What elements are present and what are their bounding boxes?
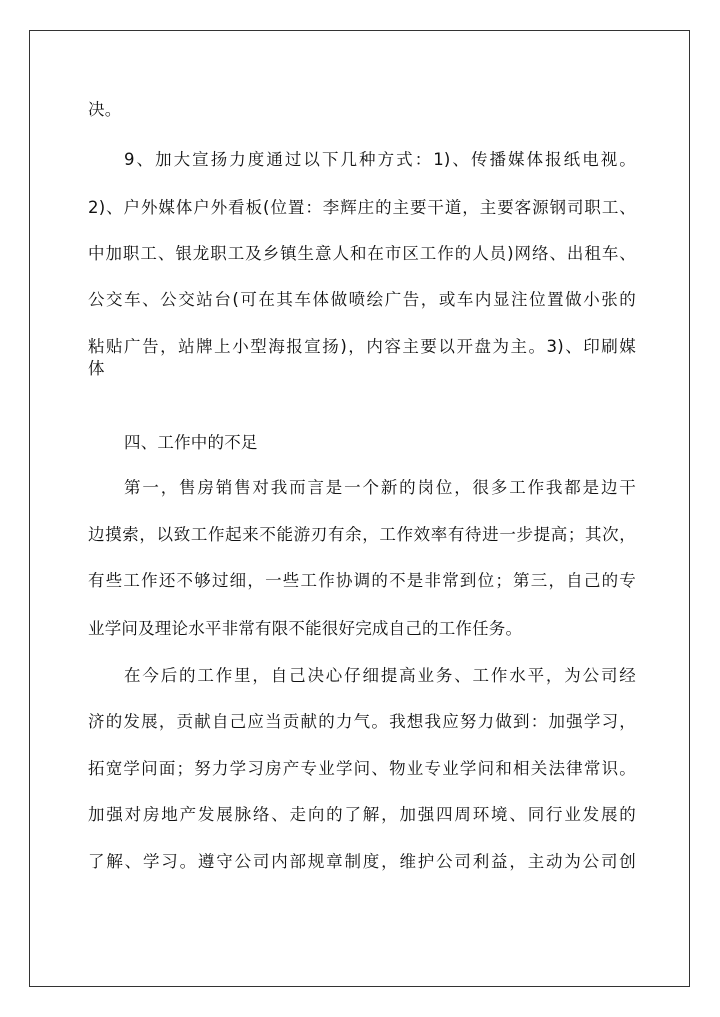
section-heading: 四、工作中的不足 <box>124 433 258 452</box>
page-border <box>29 30 690 987</box>
text-line: 中加职工、银龙职工及乡镇生意人和在市区工作的人员)网络、出租车、 <box>88 244 636 263</box>
text-line: 拓宽学问面；努力学习房产专业学问、物业专业学问和相关法律常识。 <box>88 759 636 778</box>
text-line: 公交车、公交站台(可在其车体做喷绘广告，或车内显注位置做小张的 <box>88 290 636 309</box>
text-line: 了解、学习。遵守公司内部规章制度，维护公司利益，主动为公司创 <box>88 852 636 871</box>
text-line: 决。 <box>88 100 122 119</box>
text-line: 2)、户外媒体户外看板(位置：李辉庄的主要干道，主要客源钢司职工、 <box>88 198 636 217</box>
text-line: 9、加大宣扬力度通过以下几种方式：1)、传播媒体报纸电视。 <box>124 150 636 169</box>
text-line: 边摸索，以致工作起来不能游刃有余，工作效率有待进一步提高；其次， <box>88 525 636 544</box>
text-line: 业学问及理论水平非常有限不能很好完成自己的工作任务。 <box>88 619 523 638</box>
text-line: 加强对房地产发展脉络、走向的了解，加强四周环境、同行业发展的 <box>88 805 636 824</box>
text-line: 体 <box>88 359 105 378</box>
text-line: 第一，售房销售对我而言是一个新的岗位，很多工作我都是边干 <box>124 478 636 497</box>
text-line: 粘贴广告，站牌上小型海报宣扬)，内容主要以开盘为主。3)、印刷媒 <box>88 337 636 356</box>
text-line: 在今后的工作里，自己决心仔细提高业务、工作水平，为公司经 <box>124 666 636 685</box>
text-line: 济的发展，贡献自己应当贡献的力气。我想我应努力做到：加强学习， <box>88 712 636 731</box>
text-line: 有些工作还不够过细，一些工作协调的不是非常到位；第三，自己的专 <box>88 571 636 590</box>
